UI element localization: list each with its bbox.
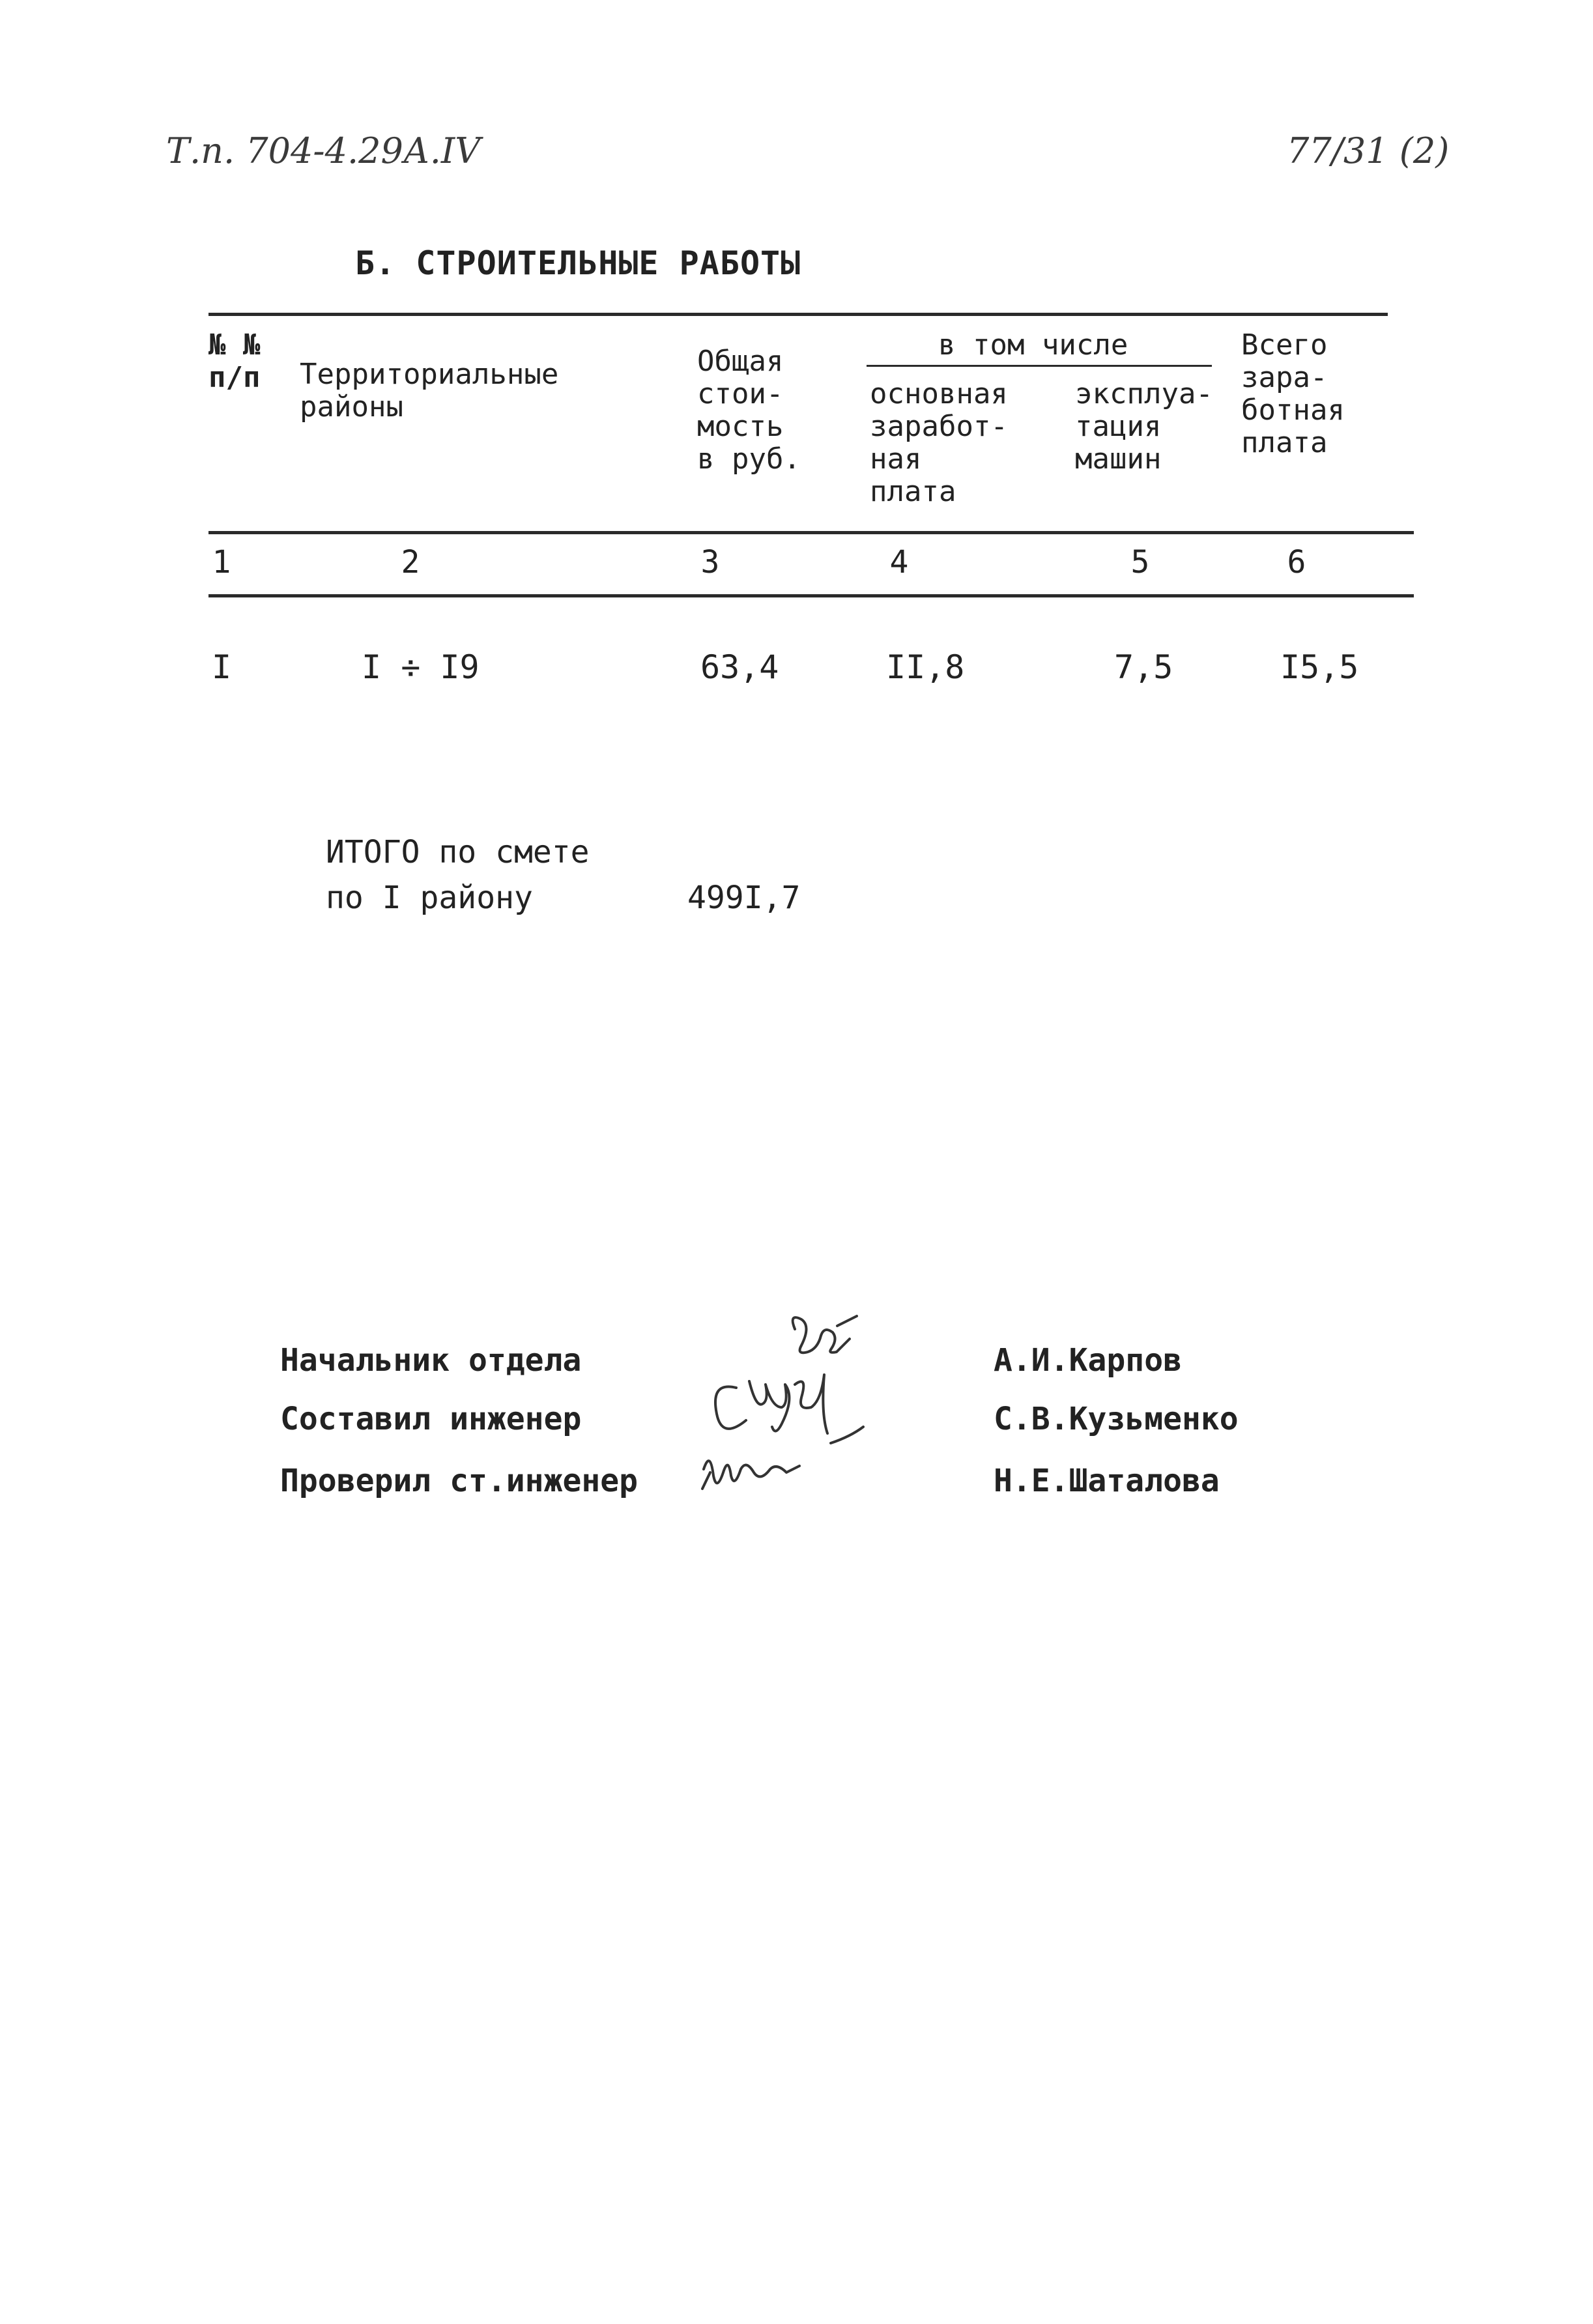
header-total-cost: Общая стои- мость в руб. — [697, 345, 801, 476]
header-basic-wage: основная заработ- ная плата — [870, 377, 1008, 508]
column-number: 2 — [401, 544, 420, 581]
header-regions: Территориальные районы — [300, 358, 559, 423]
signature-name: А.И.Карпов — [994, 1342, 1182, 1379]
row-machines: 7,5 — [1114, 648, 1173, 686]
signature-role: Проверил ст.инженер — [280, 1463, 639, 1499]
row-total-wage: I5,5 — [1280, 648, 1359, 686]
column-number: 6 — [1287, 544, 1306, 581]
summary-value: 499I,7 — [687, 880, 801, 916]
table-top-rule — [208, 313, 1388, 316]
header-group-rule — [867, 365, 1212, 367]
header-total-wage: Всего зара- ботная плата — [1241, 328, 1345, 459]
header-num: № № п/п — [208, 328, 261, 394]
summary-label-line2: по I району — [326, 880, 533, 916]
row-num: I — [212, 648, 232, 686]
document-code: Т.п. 704-4.29А.IV — [166, 130, 481, 171]
signature-role: Составил инженер — [280, 1401, 582, 1437]
column-numbers-rule — [208, 594, 1414, 597]
column-number: 3 — [700, 544, 720, 581]
column-number: 4 — [889, 544, 909, 581]
header-group: в том числе — [938, 328, 1128, 362]
row-total-cost: 63,4 — [700, 648, 779, 686]
signature-name: С.В.Кузьменко — [994, 1401, 1239, 1437]
row-basic-wage: II,8 — [886, 648, 965, 686]
row-regions: I ÷ I9 — [362, 648, 480, 686]
section-title: Б. СТРОИТЕЛЬНЫЕ РАБОТЫ — [355, 244, 801, 282]
sheet-number: 77/31 (2) — [1287, 130, 1450, 171]
signature-name: Н.Е.Шаталова — [994, 1463, 1220, 1499]
column-number: 5 — [1130, 544, 1150, 581]
column-number: 1 — [212, 544, 231, 581]
summary-label-line1: ИТОГО по смете — [326, 834, 590, 870]
handwritten-signatures-image — [691, 1310, 899, 1505]
header-machines: эксплуа- тация машин — [1075, 377, 1213, 476]
signature-role: Начальник отдела — [280, 1342, 582, 1379]
header-bottom-rule — [208, 531, 1414, 534]
